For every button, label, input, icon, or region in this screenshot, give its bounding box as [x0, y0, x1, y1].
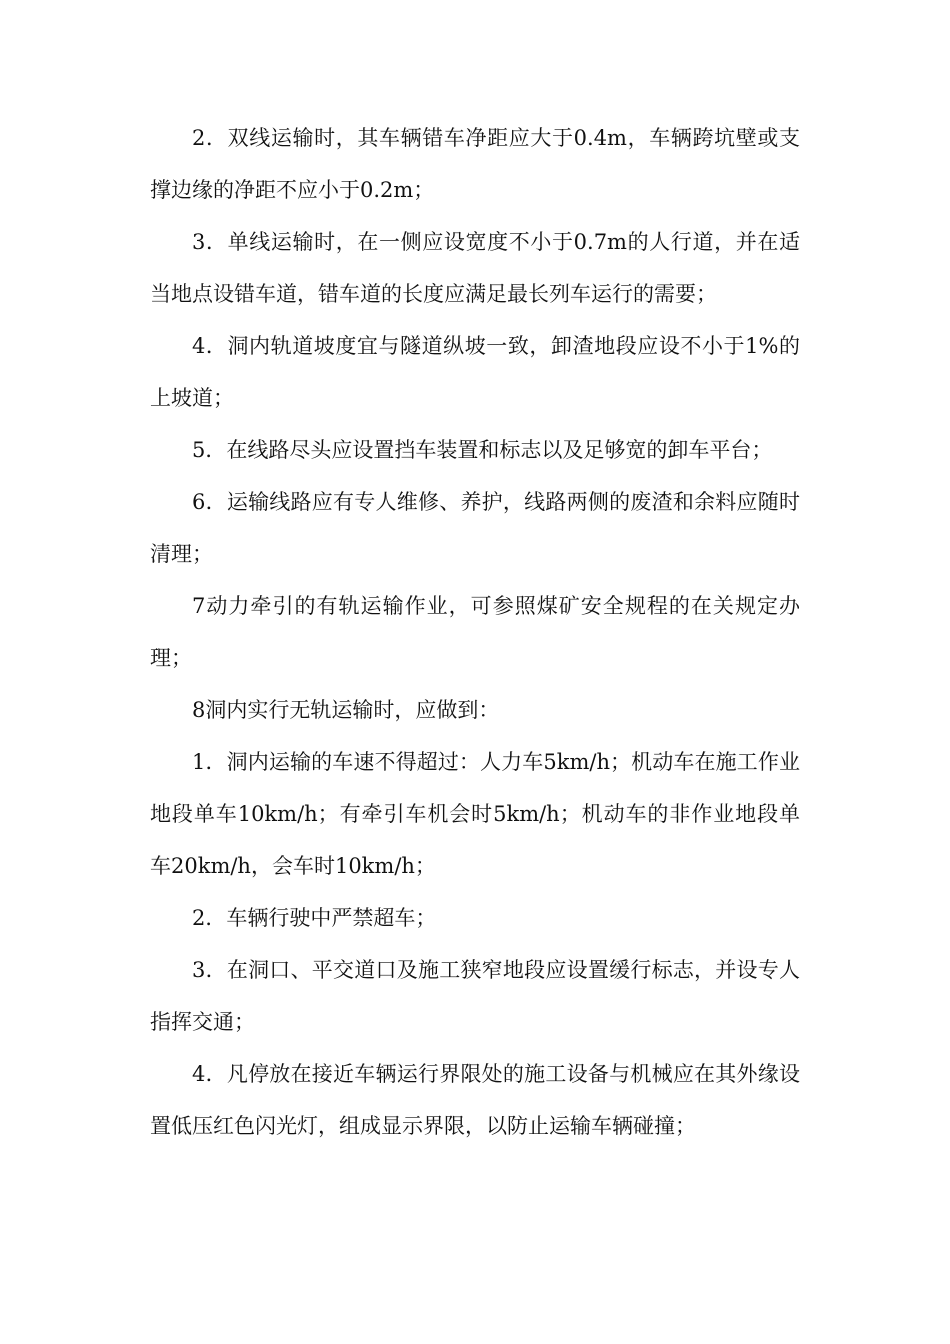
document-body: [150, 112, 800, 1152]
paragraph-warning-lights: 4．凡停放在接近车辆运行界限处的施工设备与机械应在其外缘设置低压红色闪光灯，组成显示界限，以防止运输车辆碰撞；: [150, 1062, 800, 1138]
paragraph-line-maintenance: 6．运输线路应有专人维修、养护，线路两侧的废渣和余料应随时清理；: [150, 490, 800, 566]
paragraph-single-track: 3．单线运输时，在一侧应设宽度不小于0.7m的人行道，并在适当地点设错车道，错车道的长度应满足最长列车运行的需要；: [150, 230, 800, 306]
paragraph-track-slope: 4．洞内轨道坡度宜与隧道纵坡一致，卸渣地段应设不小于1%的上坡道；: [150, 334, 800, 410]
paragraph-trackless-intro: 8洞内实行无轨运输时，应做到：: [192, 698, 500, 722]
paragraph-track-end: 5．在线路尽头应设置挡车装置和标志以及足够宽的卸车平台；: [192, 438, 773, 462]
paragraph-speed-limits: 1．洞内运输的车速不得超过：人力车5km/h；机动车在施工作业地段单车10km/h；有牵引车机会时5km/h；机动车的非作业地段单车20km/h，会车时10km/h；: [150, 750, 800, 878]
paragraph-slow-signs: 3．在洞口、平交道口及施工狭窄地段应设置缓行标志，并设专人指挥交通；: [150, 958, 800, 1034]
paragraph-double-track: 2．双线运输时，其车辆错车净距应大于0.4m，车辆跨坑壁或支撑边缘的净距不应小于0.2m；: [150, 126, 800, 202]
paragraph-powered-traction: 7动力牵引的有轨运输作业，可参照煤矿安全规程的在关规定办理；: [150, 594, 800, 670]
paragraph-no-overtaking: 2．车辆行驶中严禁超车；: [192, 906, 437, 930]
